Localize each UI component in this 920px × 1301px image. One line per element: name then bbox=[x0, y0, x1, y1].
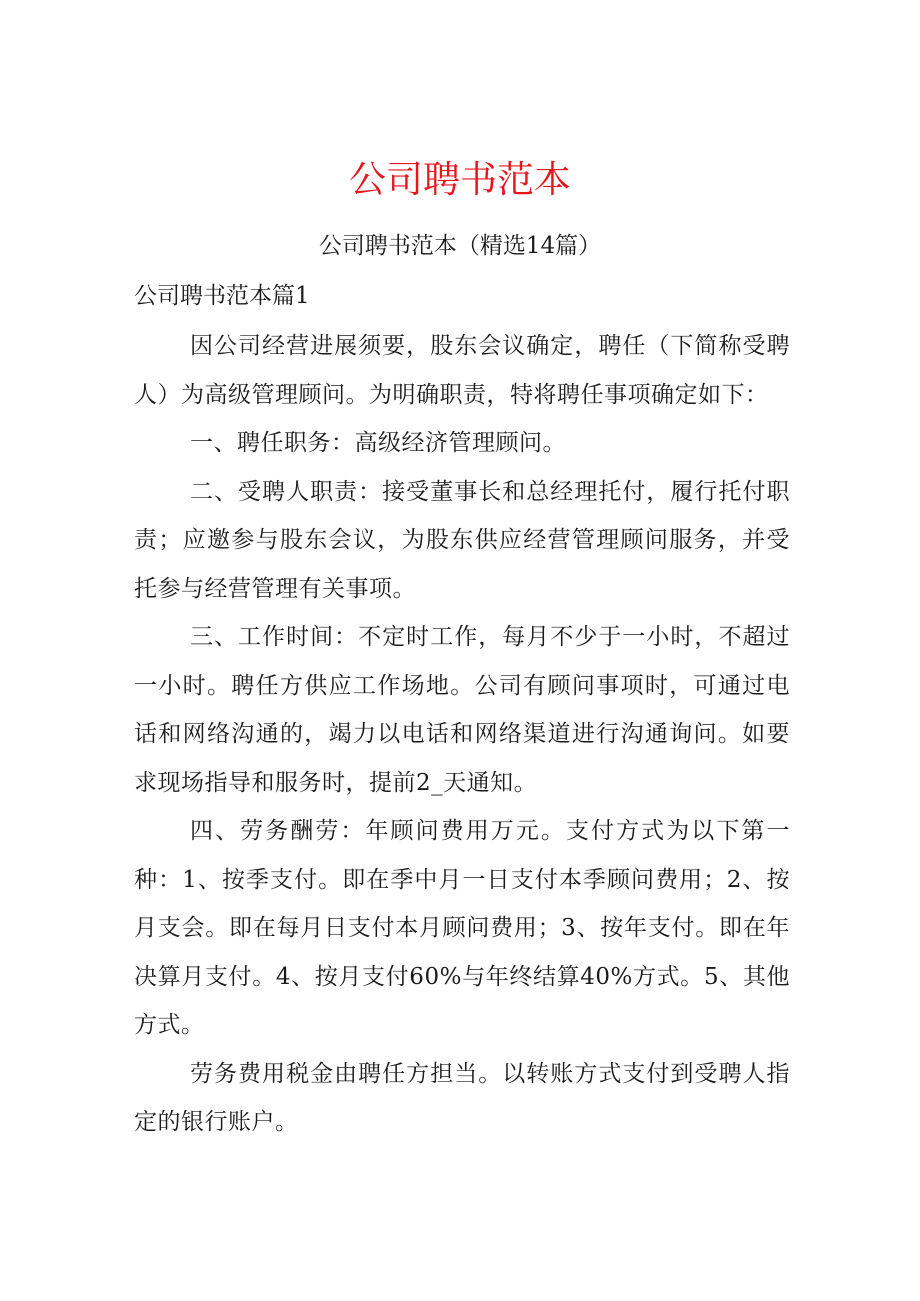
paragraph-tax: 劳务费用税金由聘任方担当。以转账方式支付到受聘人指定的银行账户。 bbox=[134, 1060, 790, 1135]
section-heading: 公司聘书范本篇1 bbox=[134, 283, 310, 309]
paragraph-position: 一、聘任职务：高级经济管理顾问。 bbox=[190, 430, 566, 456]
paragraph-working-hours: 三、工作时间：不定时工作，每月不少于一小时，不超过一小时。聘任方供应工作场地。公司有顾问事项时，可通过电话和网络沟通的，竭力以电话和网络渠道进行沟通询问。如要求现场指导和服务时，提前2_天通知。 bbox=[134, 624, 790, 796]
document-body bbox=[134, 322, 790, 1147]
paragraph-intro: 因公司经营进展须要，股东会议确定，聘任（下简称受聘人）为高级管理顾问。为明确职责，特将聘任事项确定如下： bbox=[134, 333, 790, 408]
paragraph-remuneration: 四、劳务酬劳：年顾问费用万元。支付方式为以下第一种：1、按季支付。即在季中月一日支付本季顾问费用；2、按月支会。即在每月日支付本月顾问费用；3、按年支付。即在年决算月支付。4、按月支付60%与年终结算40%方式。5、其他方式。 bbox=[134, 818, 790, 1038]
document-title: 公司聘书范本 bbox=[349, 158, 571, 201]
document-subtitle: 公司聘书范本（精选14篇） bbox=[318, 233, 602, 259]
paragraph-duties: 二、受聘人职责：接受董事长和总经理托付，履行托付职责；应邀参与股东会议，为股东供应经营管理顾问服务，并受托参与经营管理有关事项。 bbox=[134, 478, 790, 602]
